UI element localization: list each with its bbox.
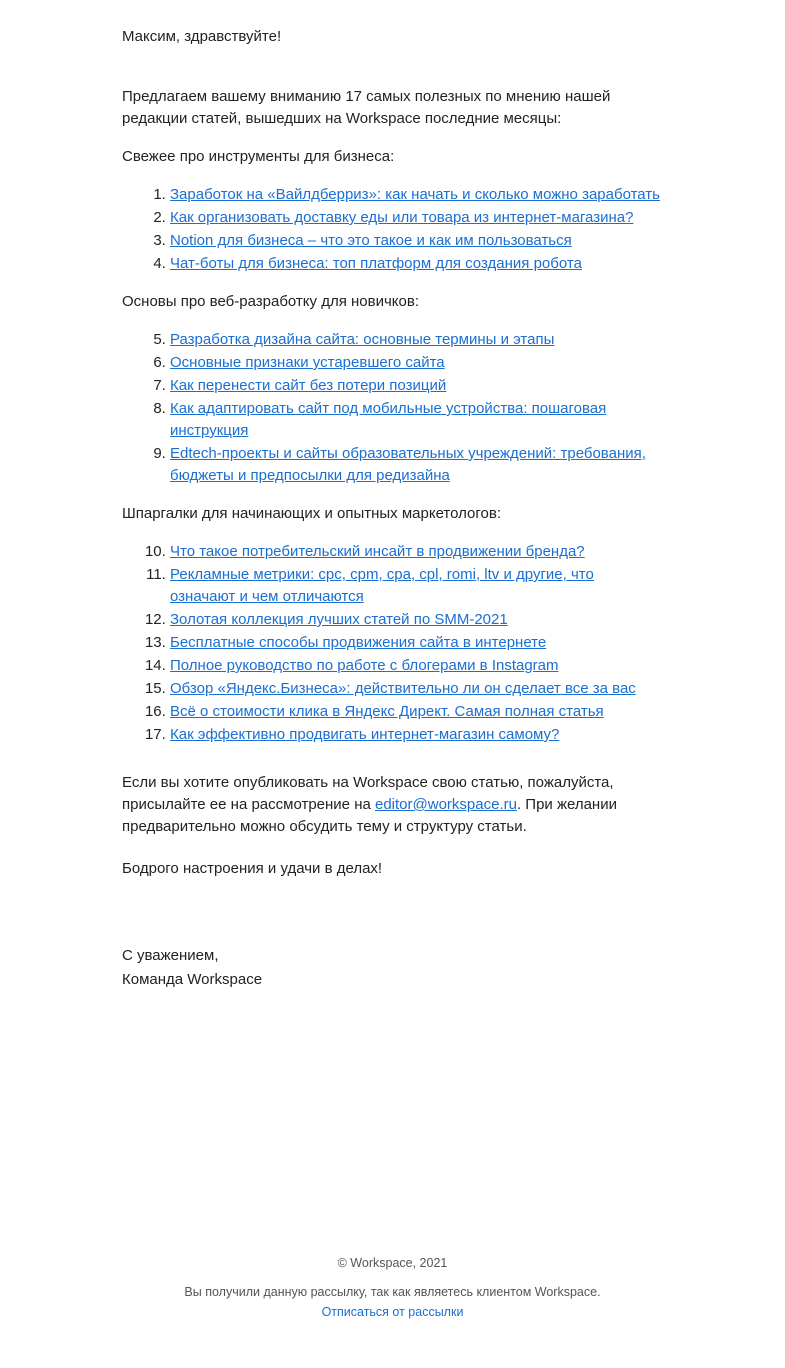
article-link[interactable]: Разработка дизайна сайта: основные термины и этапы [170,331,555,348]
publish-invitation [122,772,662,838]
list-item [170,632,662,654]
article-link[interactable]: Полное руководство по работе с блогерами в Instagram [170,657,559,674]
article-link[interactable]: Обзор «Яндекс.Бизнеса»: действительно ли он сделает все за вас [170,680,636,697]
footer-copyright: © Workspace, 2021 [337,1256,448,1270]
footer-unsubscribe [0,1305,785,1319]
greeting: Максим, здравствуйте! [122,28,282,45]
article-link[interactable]: Бесплатные способы продвижения сайта в интернете [170,634,547,651]
unsubscribe-link[interactable]: Отписаться от рассылки [321,1305,464,1319]
list-item [170,253,662,275]
article-list-marketing [122,541,662,746]
article-link[interactable]: Золотая коллекция лучших статей по SMM-2021 [170,611,508,628]
section-title-web-dev: Основы про веб-разработку для новичков: [122,293,419,310]
article-link[interactable]: Заработок на «Вайлдберриз»: как начать и сколько можно заработать [170,186,660,203]
article-link[interactable]: Чат-боты для бизнеса: топ платформ для создания робота [170,255,582,272]
signature-greeting: С уважением, [122,947,219,964]
publish-text-before: Если вы хотите опубликовать на Workspace свою статью, пожалуйста, присылайте ее на рассмотрение на [122,774,614,813]
list-item [170,230,662,252]
list-item [170,609,662,631]
list-item [170,184,662,206]
section-title-marketing: Шпаргалки для начинающих и опытных маркетологов: [122,505,502,522]
footer-notice: Вы получили данную рассылку, так как являетесь клиентом Workspace. [184,1285,601,1299]
list-item [170,701,662,723]
email-body [122,26,662,992]
list-item [170,375,662,397]
list-item [170,564,662,608]
list-item [170,352,662,374]
list-item [170,207,662,229]
list-item [170,655,662,677]
list-item [170,443,662,487]
section-title-business-tools: Свежее про инструменты для бизнеса: [122,148,395,165]
article-link[interactable]: Всё о стоимости клика в Яндекс Директ. Самая полная статья [170,703,604,720]
article-link[interactable]: Основные признаки устаревшего сайта [170,354,445,371]
publish-text-after: . При желании предварительно можно обсудить тему и структуру статьи. [122,796,617,835]
list-item [170,329,662,351]
signature-team: Команда Workspace [122,971,263,988]
intro-text: Предлагаем вашему вниманию 17 самых полезных по мнению нашей редакции статей, вышедших на Workspace последние месяцы: [122,88,611,127]
article-link[interactable]: Edtech-проекты и сайты образовательных учреждений: требования, бюджеты и предпосылки для редизайна [170,445,646,484]
article-link[interactable]: Как организовать доставку еды или товара из интернет-магазина? [170,209,634,226]
article-list-business-tools [122,184,662,275]
article-link[interactable]: Как перенести сайт без потери позиций [170,377,447,394]
list-item [170,541,662,563]
article-link[interactable]: Что такое потребительский инсайт в продвижении бренда? [170,543,585,560]
editor-email-link[interactable]: editor@workspace.ru [375,796,517,813]
article-link[interactable]: Как адаптировать сайт под мобильные устройства: пошаговая инструкция [170,400,607,439]
list-item [170,724,662,746]
article-list-web-dev [122,329,662,487]
article-link[interactable]: Рекламные метрики: cpc, cpm, cpa, cpl, romi, ltv и другие, что означают и чем отличаются [170,566,594,605]
article-link[interactable]: Notion для бизнеса – что это такое и как им пользоваться [170,232,572,249]
article-link[interactable]: Как эффективно продвигать интернет-магазин самому? [170,726,560,743]
list-item [170,398,662,442]
closing-wish: Бодрого настроения и удачи в делах! [122,860,383,877]
list-item [170,678,662,700]
